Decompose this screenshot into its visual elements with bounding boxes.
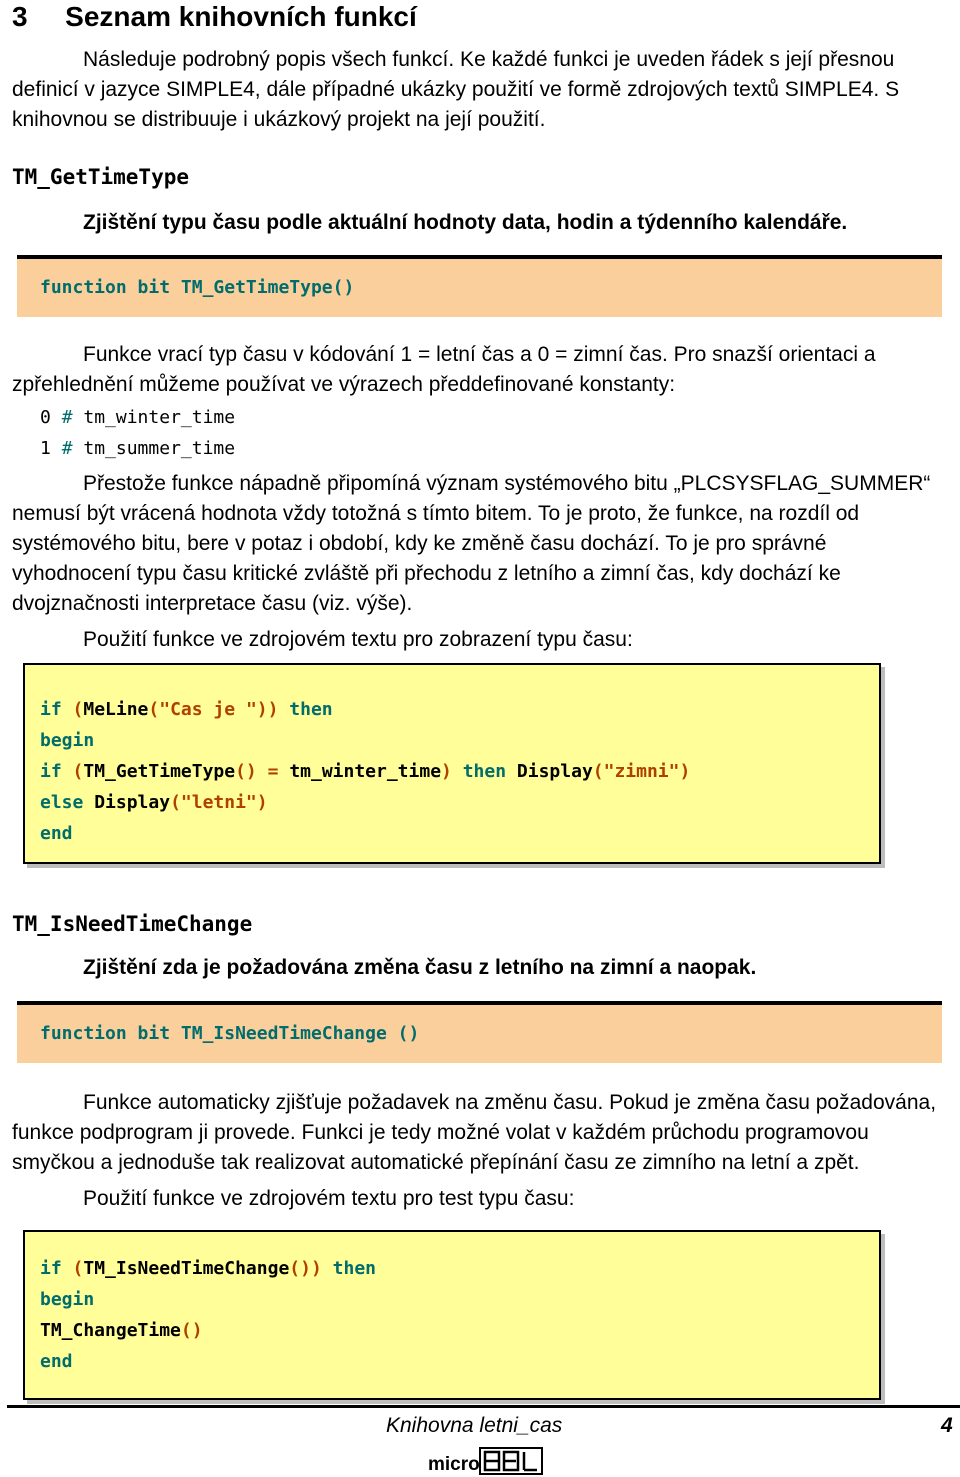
f1-note-line-4: vyhodnocení typu času kritické zvláště při přechodu z letního a zimní čas, kdy dochází ke: [12, 562, 841, 585]
code-line: begin: [40, 1289, 95, 1310]
svg-text:micro: micro: [428, 1454, 480, 1475]
code-line: if (TM_IsNeedTimeChange()) then: [40, 1258, 376, 1279]
intro-line-3: knihovnou se distribuuje i ukázkový projekt na její použití.: [12, 108, 546, 131]
function-signature: function bit TM_IsNeedTimeChange (): [40, 1023, 420, 1044]
constant-summer: 1 # tm_summer_time: [40, 438, 236, 459]
footer-divider: [7, 1405, 960, 1408]
constant-winter: 0 # tm_winter_time: [40, 407, 236, 428]
signature-parens: (): [332, 277, 355, 298]
function-name-gettimetype: TM_GetTimeType: [12, 165, 190, 189]
code-line: end: [40, 1351, 73, 1372]
function-subtitle: Zjištění typu času podle aktuální hodnoty data, hodin a týdenního kalendáře.: [83, 211, 848, 234]
f2-desc-line-3: smyčkou a jednoduše tak realizovat automatické přepínání času ze zimního na letní a zpět.: [12, 1151, 860, 1174]
page-number: 4: [941, 1414, 953, 1437]
signature-name: TM_GetTimeType: [180, 277, 333, 298]
code-line: if (MeLine("Cas je ")) then: [40, 699, 333, 720]
f1-note-line-5: dvojznačnosti interpretace času (viz. výše).: [12, 592, 413, 615]
section-number: 3: [12, 1, 28, 32]
function-signature: [40, 277, 354, 298]
code-example-1: [23, 663, 881, 864]
f1-usage: Použití funkce ve zdrojovém textu pro zobrazení typu času:: [83, 628, 633, 651]
code-line: end: [40, 823, 73, 844]
keyword-function: function: [40, 277, 127, 298]
section-title: Seznam knihovních funkcí: [65, 1, 417, 32]
f1-desc-line-2: zpřehlednění můžeme používat ve výrazech předdefinované konstanty:: [12, 373, 676, 396]
f1-note-line-1: Přestože funkce nápadně připomíná význam systémového bitu „PLCSYSFLAG_SUMMER“: [83, 472, 931, 495]
micropel-logo: [428, 1442, 544, 1476]
f1-note-line-3: systémového bitu, bere v potaz i období, kdy ke změně času dochází. To je pro správné: [12, 532, 827, 555]
function-name-isneedtimechange: TM_IsNeedTimeChange: [12, 912, 253, 936]
section-heading: [12, 0, 417, 34]
f2-desc-line-2: funkce podprogram ji provede. Funkci je tedy možné volat v každém průchodu programovou: [12, 1121, 869, 1144]
code-line: else Display("letni"): [40, 792, 268, 813]
keyword-bit: bit: [137, 277, 171, 298]
f2-desc-line-1: Funkce automaticky zjišťuje požadavek na změnu času. Pokud je změna času požadována,: [83, 1091, 937, 1114]
function-subtitle: Zjištění zda je požadována změna času z letního na zimní a naopak.: [83, 956, 757, 979]
f2-usage: Použití funkce ve zdrojovém textu pro test typu času:: [83, 1187, 575, 1210]
f1-note-line-2: nemusí být vrácená hodnota vždy totožná s tímto bitem. To je proto, že funkce, na rozdíl od: [12, 502, 860, 525]
function-signature-box: [17, 255, 942, 317]
footer-title: Knihovna letni_cas: [386, 1414, 563, 1437]
code-line: TM_ChangeTime(): [40, 1320, 203, 1341]
micropel-logo-graphic: [428, 1442, 544, 1476]
code-example-2: [23, 1230, 881, 1400]
code-line: if (TM_GetTimeType() = tm_winter_time) then Display("zimni"): [40, 761, 691, 782]
code-line: begin: [40, 730, 95, 751]
f1-desc-line-1: Funkce vrací typ času v kódování 1 = letní čas a 0 = zimní čas. Pro snazší orientaci a: [83, 343, 876, 366]
function-signature-box: [17, 1001, 942, 1063]
intro-line-2: definicí v jazyce SIMPLE4, dále případné ukázky použití ve formě zdrojových textů SIMPLE4. S: [12, 78, 900, 101]
intro-line-1: Následuje podrobný popis všech funkcí. Ke každé funkci je uveden řádek s její přesnou: [83, 48, 895, 71]
